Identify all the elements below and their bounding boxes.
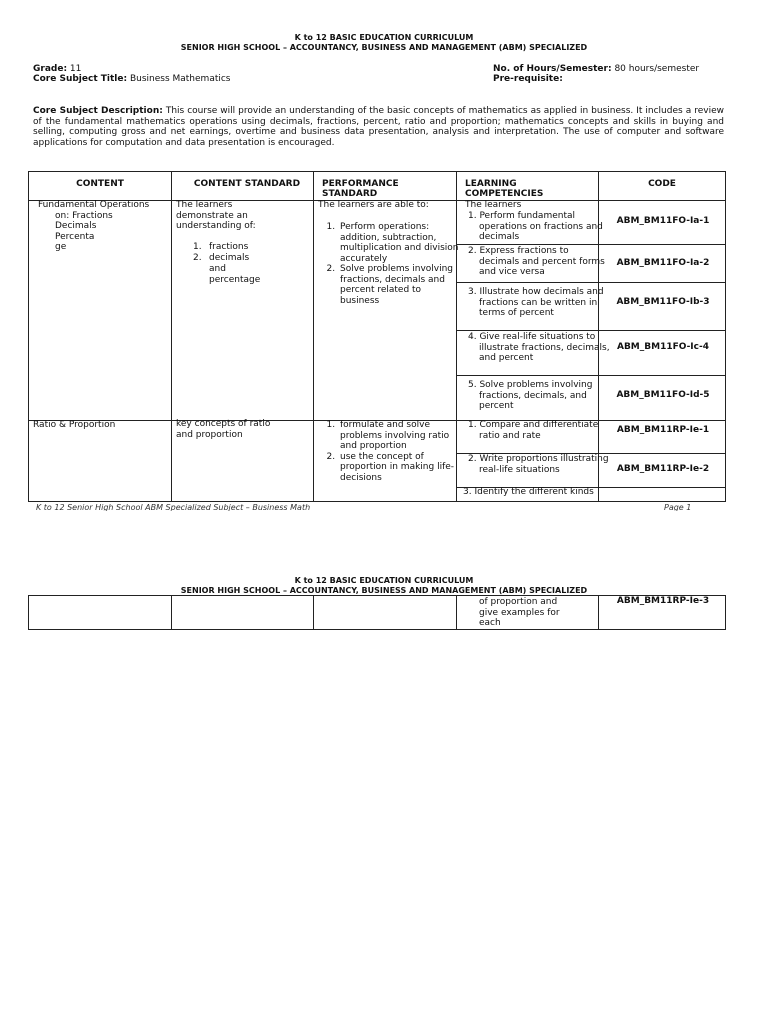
competency-code: ABM_BM11RP-Ie-1 [616, 425, 710, 435]
th-content-label: CONTENT [76, 179, 124, 189]
prereq-label: Pre-requisite: [493, 74, 563, 84]
grade-line [33, 64, 81, 75]
row1-content-line1: Fundamental Operations [38, 200, 150, 210]
row1-code4-cell [598, 330, 726, 376]
page2-content-cell [28, 595, 172, 630]
subject-label: Core Subject Title: [33, 74, 128, 84]
row1-cs-item2-line1: decimals [209, 253, 250, 263]
row2-ps-item: 1. formulate and solve problems involving ratio and proportion [338, 420, 460, 452]
row2-content: Ratio & Proportion [33, 420, 116, 430]
description-text: This course will provide an understanding of the basic concepts of mathematics as applied in business. It includes a review of the fundamental mathematics operations using decimals, fractions, percent, ratio and proportion; mathematics concepts and skills in buying and selling, computing gross and net earnings, overtime and business data presentation, analysis and interpretation. The use of computer and software applications for computation and data presentation is encouraged. [33, 106, 724, 148]
th-content-standard-label: CONTENT STANDARD [193, 179, 301, 189]
row1-lc-intro: The learners [465, 200, 522, 210]
competency-item: 1. Perform fundamental operations on fractions and decimals [468, 211, 603, 242]
th-performance-label-1: PERFORMANCE [322, 179, 399, 189]
competency-code: ABM_BM11RP-Ie-2 [616, 464, 710, 474]
row1-cs-line3: understanding of: [176, 221, 256, 231]
page2-curriculum-subtitle: SENIOR HIGH SCHOOL – ACCOUNTANCY, BUSINESS AND MANAGEMENT (ABM) SPECIALIZED [180, 586, 588, 595]
th-learning-label-1: LEARNING [465, 179, 517, 189]
row1-ps-intro: The learners are able to: [318, 200, 429, 210]
subject-line [33, 74, 231, 85]
grade-value: 11 [69, 64, 82, 74]
row1-cs-item1: fractions [209, 242, 249, 252]
row1-cs-item1-num: 1. [193, 242, 202, 252]
competency-item: 3. Identify the different kinds [463, 487, 594, 497]
footer-left: K to 12 Senior High School ABM Specialized Subject – Business Math [36, 503, 311, 511]
curriculum-title: K to 12 BASIC EDUCATION CURRICULUM [294, 33, 474, 42]
row2-ps-list [320, 420, 460, 483]
row1-cs-item2-line2: and [209, 264, 226, 274]
row1-ps-item: 2. Solve problems involving fractions, decimals and percent related to business [338, 264, 460, 306]
hours-value: 80 hours/semester [614, 64, 700, 74]
row2-cs-line2: and proportion [176, 430, 243, 440]
row1-content-line3: Decimals [55, 221, 97, 231]
footer-right: Page 1 [664, 503, 692, 511]
row1-ps-list [320, 222, 460, 306]
row1-content-line5: ge [55, 242, 67, 252]
row1-content-line2: on: Fractions [55, 211, 113, 221]
th-code-label: CODE [648, 179, 676, 189]
subject-description [33, 106, 724, 148]
page2-performance-cell [313, 595, 457, 630]
subject-value: Business Mathematics [129, 74, 231, 84]
competency-item: 5. Solve problems involving fractions, decimals, and percent [468, 380, 593, 411]
continued-competency: of proportion and give examples for each [479, 597, 560, 628]
competency-item: 1. Compare and differentiate ratio and rate [468, 420, 599, 441]
prereq-line [493, 74, 563, 85]
competency-code: ABM_BM11FO-Ib-3 [616, 297, 710, 307]
row1-content-line4: Percenta [55, 232, 95, 242]
row2-code3-cell [598, 487, 726, 502]
page2-content-standard-cell [171, 595, 314, 630]
hours-label: No. of Hours/Semester: [493, 64, 612, 74]
grade-label: Grade: [33, 64, 68, 74]
row1-content-cell [28, 200, 172, 421]
page2-curriculum-title: K to 12 BASIC EDUCATION CURRICULUM [294, 576, 474, 585]
competency-code: ABM_BM11FO-Ia-2 [616, 258, 710, 268]
competency-item: 3. Illustrate how decimals and fractions can be written in terms of percent [468, 287, 604, 318]
hours-line [493, 64, 699, 75]
competency-code: ABM_BM11FO-Ia-1 [616, 216, 710, 226]
competency-code: ABM_BM11FO-Ic-4 [616, 342, 709, 352]
competency-item: 2. Write proportions illustrating real-life situations [468, 454, 609, 475]
competency-item: 4. Give real-life situations to illustrate fractions, decimals, and percent [468, 332, 610, 363]
row1-cs-line1: The learners [176, 200, 233, 210]
row1-content-standard-cell [171, 200, 314, 421]
row1-cs-item2-num: 2. [193, 253, 202, 263]
th-learning-label-2: COMPETENCIES [465, 189, 544, 199]
row1-cs-item2-line3: percentage [209, 275, 261, 285]
page-footer [0, 503, 768, 511]
row2-content-cell [28, 420, 172, 502]
competency-item: 2. Express fractions to decimals and percent forms and vice versa [468, 246, 605, 277]
th-performance-label-2: STANDARD [322, 189, 378, 199]
curriculum-subtitle: SENIOR HIGH SCHOOL – ACCOUNTANCY, BUSINESS AND MANAGEMENT (ABM) SPECIALIZED [180, 43, 588, 52]
row1-cs-line2: demonstrate an [176, 211, 248, 221]
row2-ps-item: 2. use the concept of proportion in making life- decisions [338, 452, 460, 484]
row2-cs-line1: key concepts of ratio [176, 419, 271, 429]
description-label: Core Subject Description: [33, 106, 163, 116]
continued-competency-code: ABM_BM11RP-Ie-3 [616, 596, 710, 606]
competency-code: ABM_BM11FO-Id-5 [616, 390, 710, 400]
row1-ps-item: 1. Perform operations: addition, subtraction, multiplication and division accurately [338, 222, 460, 264]
